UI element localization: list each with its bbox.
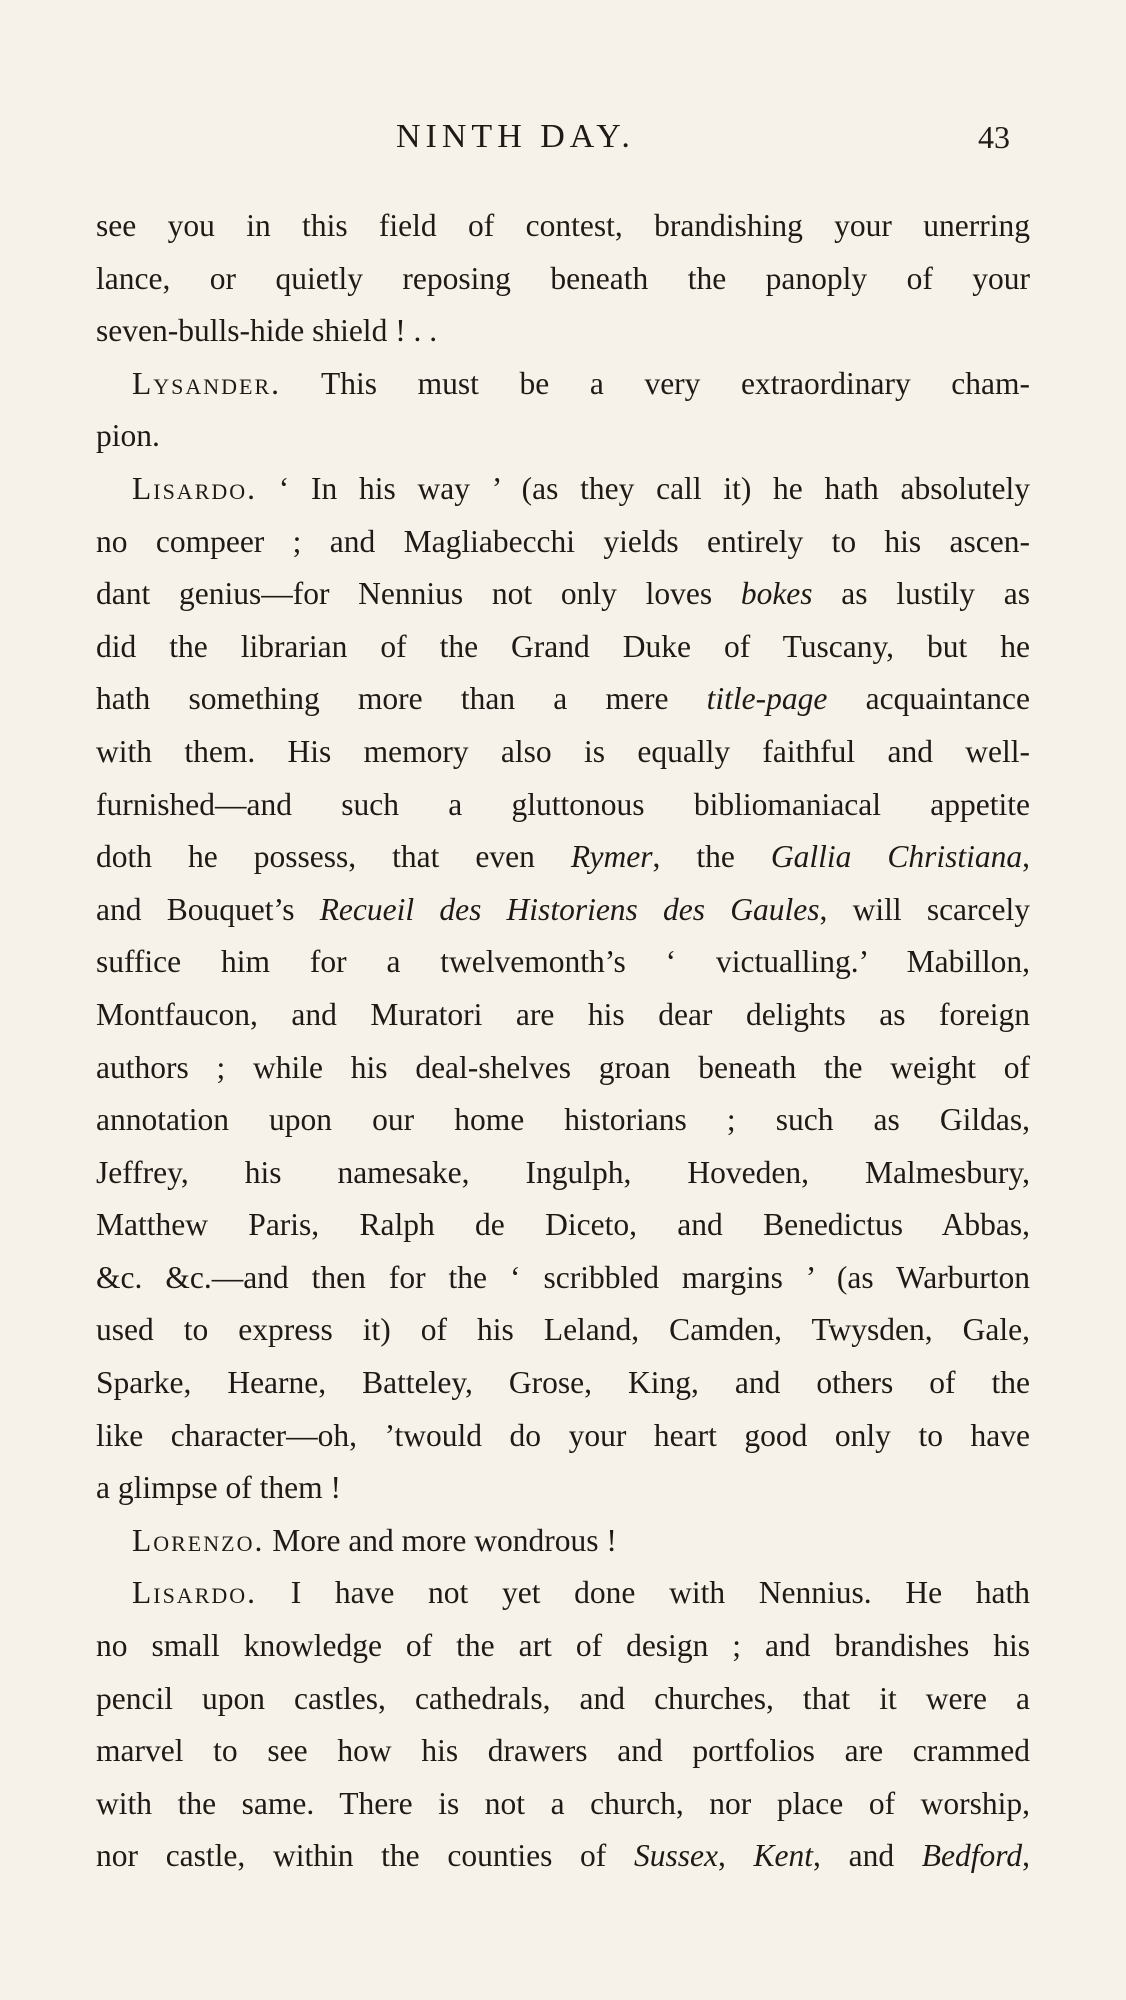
line-text: Matthew Paris, Ralph de Diceto, and Benedictus Abbas, bbox=[96, 1207, 1030, 1243]
line-text: annotation upon our home historians ; such as Gildas, bbox=[96, 1102, 1030, 1138]
line-text: hath something more than a mere bbox=[96, 681, 707, 717]
text-line bbox=[96, 305, 1030, 358]
line-text: , the bbox=[652, 839, 771, 875]
text-line bbox=[96, 410, 1030, 463]
line-text: authors ; while his deal-shelves groan beneath the weight of bbox=[96, 1049, 1030, 1085]
text-line bbox=[96, 989, 1030, 1042]
text-line bbox=[96, 568, 1030, 621]
text-line bbox=[96, 1357, 1030, 1410]
line-text: no compeer ; and Magliabecchi yields entirely to his ascen- bbox=[96, 523, 1030, 559]
page-header bbox=[0, 112, 1126, 162]
line-text: Jeffrey, his namesake, Ingulph, Hoveden, Malmesbury, bbox=[96, 1154, 1030, 1190]
text-line bbox=[96, 516, 1030, 569]
text-line bbox=[96, 1778, 1030, 1831]
text-line bbox=[96, 1515, 1030, 1568]
text-line bbox=[96, 884, 1030, 937]
text-line bbox=[96, 1567, 1030, 1620]
text-line bbox=[96, 1252, 1030, 1305]
speaker-name: Lisardo. bbox=[132, 470, 258, 506]
running-title: NINTH DAY. bbox=[396, 118, 635, 155]
italic-text: Rymer bbox=[570, 839, 653, 875]
italic-text: title-page bbox=[706, 681, 828, 717]
line-text: This must be a very extraordinary cham- bbox=[281, 365, 1030, 401]
line-text: pion. bbox=[96, 418, 160, 454]
text-line bbox=[96, 1725, 1030, 1778]
line-text: pencil upon castles, cathedrals, and churches, that it were a bbox=[96, 1680, 1030, 1716]
line-text: did the librarian of the Grand Duke of Tuscany, but he bbox=[96, 628, 1030, 664]
line-text: dant genius—for Nennius not only loves bbox=[96, 576, 741, 612]
line-text: , bbox=[717, 1838, 754, 1874]
italic-text: Sussex bbox=[633, 1838, 718, 1874]
text-line bbox=[96, 1462, 1030, 1515]
italic-text: Kent bbox=[753, 1838, 814, 1874]
line-text: and Bouquet’s bbox=[96, 891, 320, 927]
line-text: no small knowledge of the art of design ; and brandishes his bbox=[96, 1628, 1030, 1664]
line-text: a glimpse of them ! bbox=[96, 1470, 341, 1506]
line-text: furnished—and such a gluttonous bibliomaniacal appetite bbox=[96, 786, 1030, 822]
text-line bbox=[96, 1199, 1030, 1252]
line-text: ‘ In his way ’ (as they call it) he hath absolutely bbox=[257, 470, 1030, 506]
line-text: as lustily as bbox=[812, 576, 1030, 612]
italic-text: Bedford bbox=[921, 1838, 1023, 1874]
italic-text: Gallia Christiana bbox=[770, 839, 1023, 875]
line-text: marvel to see how his drawers and portfolios are crammed bbox=[96, 1733, 1030, 1769]
line-text: , bbox=[1022, 1838, 1030, 1874]
line-text: seven-bulls-hide shield ! . . bbox=[96, 313, 438, 349]
line-text: see you in this field of contest, brandishing your unerring bbox=[96, 208, 1030, 243]
line-text: Montfaucon, and Muratori are his dear delights as foreign bbox=[96, 996, 1030, 1032]
line-text: &c. &c.—and then for the ‘ scribbled margins ’ (as Warburton bbox=[96, 1259, 1030, 1295]
speaker-name: Lisardo. bbox=[132, 1575, 258, 1611]
line-text: suffice him for a twelvemonth’s ‘ victualling.’ Mabillon, bbox=[96, 944, 1030, 980]
text-line bbox=[96, 673, 1030, 726]
text-line bbox=[96, 1094, 1030, 1147]
text-line bbox=[96, 1147, 1030, 1200]
line-text: , bbox=[1022, 839, 1030, 875]
text-line bbox=[96, 253, 1030, 306]
text-line bbox=[96, 831, 1030, 884]
text-line bbox=[96, 726, 1030, 779]
italic-text: Recueil des Historiens des Gaules bbox=[319, 891, 820, 927]
line-text: I have not yet done with Nennius. He hath bbox=[257, 1575, 1030, 1611]
text-line bbox=[96, 1673, 1030, 1726]
line-text: nor castle, within the counties of bbox=[96, 1838, 634, 1874]
text-line bbox=[96, 358, 1030, 411]
line-text: , will scarcely bbox=[819, 891, 1030, 927]
text-line bbox=[96, 1620, 1030, 1673]
text-line bbox=[96, 779, 1030, 832]
body-text bbox=[96, 200, 1030, 1883]
line-text: acquaintance bbox=[827, 681, 1030, 717]
line-text: Sparke, Hearne, Batteley, Grose, King, and others of the bbox=[96, 1365, 1030, 1401]
line-text: with them. His memory also is equally faithful and well- bbox=[96, 733, 1030, 769]
line-text: , and bbox=[813, 1838, 922, 1874]
line-text: lance, or quietly reposing beneath the panoply of your bbox=[96, 260, 1030, 296]
line-text: doth he possess, that even bbox=[96, 839, 571, 875]
text-line bbox=[96, 621, 1030, 674]
line-text: with the same. There is not a church, nor place of worship, bbox=[96, 1785, 1030, 1821]
text-line bbox=[96, 1830, 1030, 1883]
italic-text: bokes bbox=[740, 576, 813, 612]
text-line bbox=[96, 1410, 1030, 1463]
page-number: 43 bbox=[978, 119, 1010, 155]
speaker-name: Lysander. bbox=[132, 365, 282, 401]
line-text: like character—oh, ’twould do your heart good only to have bbox=[96, 1417, 1030, 1453]
speaker-name: Lorenzo. bbox=[132, 1522, 265, 1558]
text-line bbox=[96, 463, 1030, 516]
text-line bbox=[96, 200, 1030, 253]
line-text: used to express it) of his Leland, Camden, Twysden, Gale, bbox=[96, 1312, 1030, 1348]
line-text: More and more wondrous ! bbox=[264, 1522, 617, 1558]
text-line bbox=[96, 936, 1030, 989]
text-line bbox=[96, 1042, 1030, 1095]
text-line bbox=[96, 1304, 1030, 1357]
